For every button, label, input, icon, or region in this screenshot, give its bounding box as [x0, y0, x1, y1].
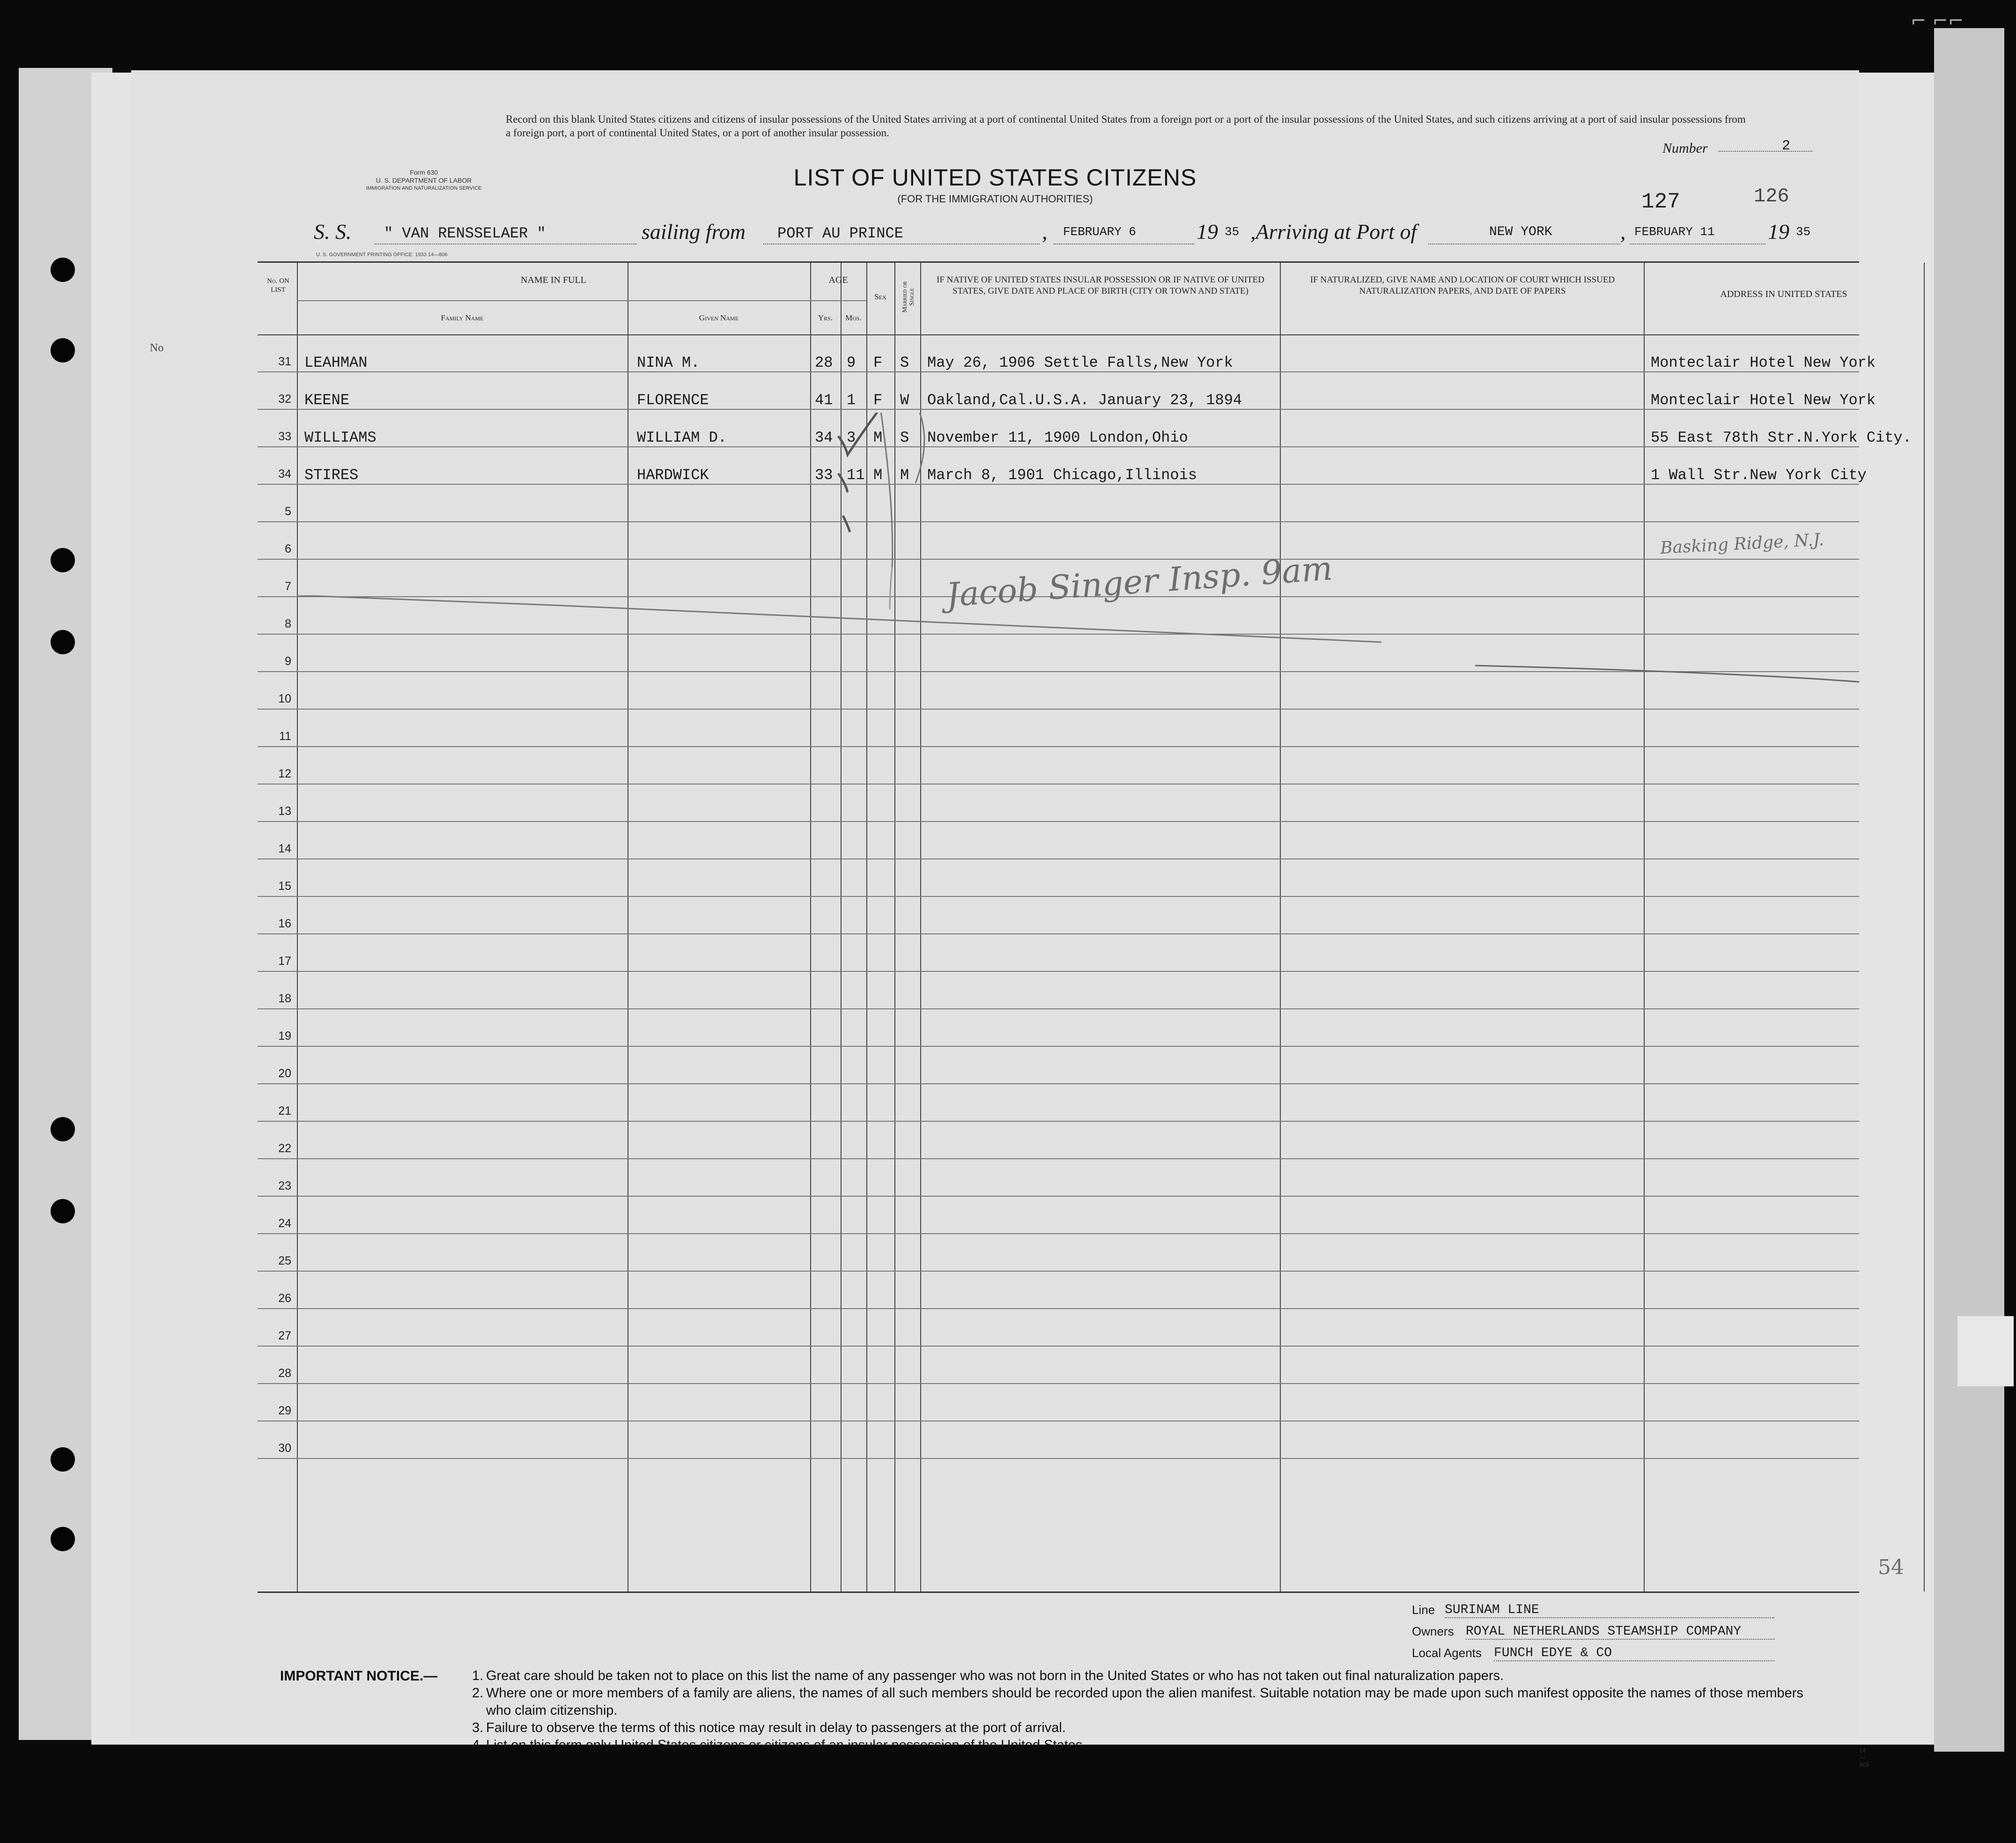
table-row — [258, 934, 1859, 971]
cell-mos: 3 — [847, 429, 856, 446]
arriving-label: , Arriving at Port of — [1250, 220, 1417, 244]
row-number: 9 — [285, 655, 291, 668]
passenger-table — [258, 261, 1912, 1593]
departure-year: 35 — [1225, 225, 1240, 239]
cell-ms: S — [900, 429, 909, 446]
row-number: 7 — [285, 580, 291, 593]
table-row — [258, 1346, 1859, 1384]
cell-given: FLORENCE — [637, 392, 709, 409]
binder-hole — [51, 548, 75, 572]
cell-given: HARDWICK — [637, 466, 709, 484]
from-port: PORT AU PRINCE — [777, 225, 903, 242]
header-name-in-full: NAME IN FULL — [521, 275, 586, 285]
form-instructions: Record on this blank United States citizens and citizens of insular possessions of the United States arriving at a port of continental United States from a foreign port or a port of the insular possessions of the United States, and such citizens arriving at a port of said insular possessions from a foreign port, a port of continental United States, or a port of another insular possession. — [506, 113, 1746, 139]
cell-birth: May 26, 1906 Settle Falls,New York — [927, 354, 1233, 371]
voyage-line — [314, 219, 1836, 247]
header-address: ADDRESS IN UNITED STATES — [1720, 289, 1847, 299]
cell-ms: M — [900, 466, 909, 484]
row-number: 20 — [278, 1067, 291, 1080]
row-number: 14 — [278, 842, 291, 855]
agents-label: Local Agents — [1412, 1646, 1482, 1660]
arrival-year-prefix: 19 — [1768, 220, 1789, 244]
notice-num: 1. — [472, 1668, 484, 1683]
cell-family: LEAHMAN — [304, 354, 368, 371]
row-number: 5 — [285, 505, 291, 518]
row-number: 16 — [278, 917, 291, 930]
row-number: 22 — [278, 1142, 291, 1155]
page-number: 54 — [1878, 1555, 1904, 1579]
agents-row — [1412, 1646, 1801, 1667]
header-mos: Mos. — [845, 313, 862, 322]
table-row — [258, 372, 1876, 409]
line-row — [1412, 1603, 1801, 1624]
header-no-on-list: No. ON LIST — [267, 277, 289, 294]
notice-text: Failure to observe the terms of this notice may result in delay to passengers at the port of arrival. — [486, 1720, 1066, 1735]
owners-value: ROYAL NETHERLANDS STEAMSHIP COMPANY — [1466, 1624, 1774, 1640]
binder-hole — [51, 1527, 75, 1551]
arrival-port: NEW YORK — [1489, 225, 1552, 239]
cell-yrs: 33 — [815, 466, 833, 484]
arrival-date: FEBRUARY 11 — [1634, 225, 1715, 239]
notice-num: 3. — [472, 1720, 484, 1735]
header-subrule — [297, 300, 866, 301]
row-number: 23 — [278, 1179, 291, 1192]
cell-mos: 11 — [847, 466, 865, 484]
cell-address: 55 East 78th Str.N.York City. — [1651, 429, 1912, 446]
ss-label: S. S. — [314, 220, 352, 244]
inspector-note: Jacob Singer Insp. 9am — [945, 549, 1334, 614]
cell-ms: W — [900, 392, 909, 409]
row-number: 25 — [278, 1254, 291, 1267]
side-no-label: No — [150, 342, 164, 354]
cell-mos: 9 — [847, 354, 856, 371]
row-number: 31 — [278, 355, 291, 368]
notice-num: 2. — [472, 1686, 484, 1701]
header-age: AGE — [828, 275, 848, 285]
table-row — [258, 896, 1859, 934]
row-number: 11 — [279, 730, 291, 743]
row-number: 15 — [278, 880, 291, 893]
row-number: 33 — [278, 430, 291, 443]
row-number: 18 — [278, 992, 291, 1005]
stray-pen-line — [258, 595, 1859, 689]
cell-family: KEENE — [304, 392, 350, 409]
cell-birth: November 11, 1900 London,Ohio — [927, 429, 1188, 446]
cell-birth: Oakland,Cal.U.S.A. January 23, 1894 — [927, 392, 1242, 409]
table-row — [258, 971, 1859, 1009]
address-annotation: Basking Ridge, N.J. — [1660, 530, 1824, 558]
cell-sex: M — [873, 466, 883, 484]
row-number: 19 — [278, 1029, 291, 1043]
row-rule — [258, 1458, 1859, 1459]
ship-info — [1412, 1603, 1801, 1667]
arriving-label-text: Arriving at Port of — [1255, 220, 1417, 244]
struck-stamp-number: 126 — [1754, 185, 1789, 207]
row-number: 17 — [278, 955, 291, 968]
row-number: 13 — [278, 805, 291, 818]
cell-ms: S — [900, 354, 909, 371]
departure-date: FEBRUARY 6 — [1063, 225, 1137, 239]
page-title: LIST OF UNITED STATES CITIZENS — [793, 164, 1197, 191]
form-code: 14—806 — [1859, 1747, 1869, 1768]
row-number: 26 — [278, 1292, 291, 1305]
table-row — [258, 1121, 1859, 1159]
service-name: IMMIGRATION AND NATURALIZATION SERVICE — [366, 185, 482, 191]
table-row — [258, 784, 1859, 822]
number-line — [1719, 151, 1812, 152]
sailing-label: sailing from — [642, 220, 746, 244]
row-number: 28 — [278, 1367, 291, 1380]
header-native-birth: IF NATIVE OF UNITED STATES INSULAR POSSESSION OR IF NATIVE OF UNITED STATES, GIVE DATE AND PLACE OF BIRTH (CITY OR TOWN AND STATE) — [937, 275, 1264, 296]
year-prefix: 19 — [1196, 220, 1218, 244]
page-edge — [1934, 28, 2004, 1752]
row-number: 34 — [278, 467, 291, 481]
table-row — [258, 1159, 1859, 1196]
binder-hole — [51, 1199, 75, 1223]
page-tab — [1957, 1316, 2014, 1386]
number-label: Number — [1662, 141, 1708, 156]
binder-hole — [51, 1117, 75, 1141]
cell-sex: F — [873, 354, 883, 371]
cell-yrs: 41 — [815, 392, 833, 409]
row-number: 24 — [278, 1217, 291, 1230]
stamp-number: 127 — [1641, 190, 1680, 214]
table-row — [258, 1309, 1859, 1346]
binder-hole — [51, 258, 75, 282]
header-sex: Sex — [874, 292, 886, 301]
binder-hole — [51, 338, 75, 363]
table-row — [258, 822, 1859, 859]
owners-row — [1412, 1624, 1801, 1646]
notice-heading: IMPORTANT NOTICE.— — [280, 1668, 438, 1684]
cell-mos: 1 — [847, 392, 856, 409]
ship-name: " VAN RENSSELAER " — [384, 225, 546, 242]
cell-given: WILLIAM D. — [637, 429, 727, 446]
row-number: 27 — [278, 1329, 291, 1342]
row-number: 29 — [278, 1404, 291, 1417]
notice-text: Great care should be taken not to place on this list the name of any passenger who was not born in the United States or who has not taken out final naturalization papers. — [486, 1668, 1504, 1683]
table-row — [258, 1234, 1859, 1271]
table-row — [258, 859, 1859, 896]
row-number: 32 — [278, 392, 291, 406]
row-number: 10 — [278, 692, 291, 705]
table-row — [258, 1046, 1859, 1084]
comma: , — [1042, 220, 1048, 244]
header-family-name: Family Name — [441, 313, 484, 322]
header-naturalized: IF NATURALIZED, GIVE NAME AND LOCATION OF COURT WHICH ISSUED NATURALIZATION PAPERS, AND DATE OF PAPERS — [1310, 275, 1615, 296]
line-label: Line — [1412, 1603, 1435, 1617]
binder-hole — [51, 630, 75, 654]
table-row — [258, 1421, 1859, 1458]
notice-text: Where one or more members of a family are aliens, the names of all such members should be recorded upon the alien manifest. Suitable notation may be made upon such manifest opposite the names of those members who claim citizenship. — [486, 1686, 1803, 1718]
table-row — [258, 1271, 1859, 1309]
cell-sex: M — [873, 429, 883, 446]
header-married-single: Married or Single — [901, 281, 916, 313]
header-yrs: Yrs. — [818, 313, 833, 322]
row-number: 21 — [278, 1104, 291, 1118]
owners-label: Owners — [1412, 1624, 1454, 1638]
cell-sex: F — [873, 392, 883, 409]
binder-hole — [51, 1447, 75, 1472]
arrival-year: 35 — [1796, 225, 1811, 239]
header-given-name: Given Name — [699, 313, 739, 322]
cell-address: 1 Wall Str.New York City — [1651, 466, 1867, 484]
comma: , — [1620, 220, 1626, 244]
page-subtitle: (FOR THE IMMIGRATION AUTHORITIES) — [897, 193, 1093, 205]
cell-address: Monteclair Hotel New York — [1651, 392, 1876, 409]
number-value: 2 — [1782, 138, 1791, 154]
cell-family: STIRES — [304, 466, 359, 484]
cell-family: WILLIAMS — [304, 429, 377, 446]
table-row — [258, 1196, 1859, 1234]
column-rule — [1924, 263, 1925, 1591]
form-number: Form 630 — [410, 169, 438, 176]
table-row — [258, 1009, 1859, 1046]
printer-note: U. S. GOVERNMENT PRINTING OFFICE: 1933 14—806 — [316, 252, 448, 258]
table-row — [258, 334, 1876, 372]
row-number: 30 — [278, 1442, 291, 1455]
cell-address: Monteclair Hotel New York — [1651, 354, 1876, 371]
line-value: SURINAM LINE — [1445, 1603, 1774, 1618]
cell-given: NINA M. — [637, 354, 700, 371]
notice-text: List on this form only United States citizens or citizens of an insular possession of the United States. — [486, 1738, 1086, 1753]
row-number: 12 — [278, 767, 291, 780]
row-number: 8 — [285, 617, 291, 630]
corner-mark: ⌐ ⌐⌐ — [1911, 10, 1964, 32]
cell-yrs: 28 — [815, 354, 833, 371]
table-row — [258, 1084, 1859, 1121]
notice-num: 4. — [472, 1738, 484, 1753]
cell-yrs: 34 — [815, 429, 833, 446]
agents-value: FUNCH EDYE & CO — [1494, 1646, 1774, 1661]
department-name: U. S. DEPARTMENT OF LABOR — [376, 177, 472, 184]
table-row — [258, 1384, 1859, 1421]
row-number: 6 — [285, 542, 291, 555]
cell-birth: March 8, 1901 Chicago,Illinois — [927, 466, 1197, 484]
citizens-list-form — [131, 70, 1912, 1768]
check-marks — [810, 413, 1072, 769]
